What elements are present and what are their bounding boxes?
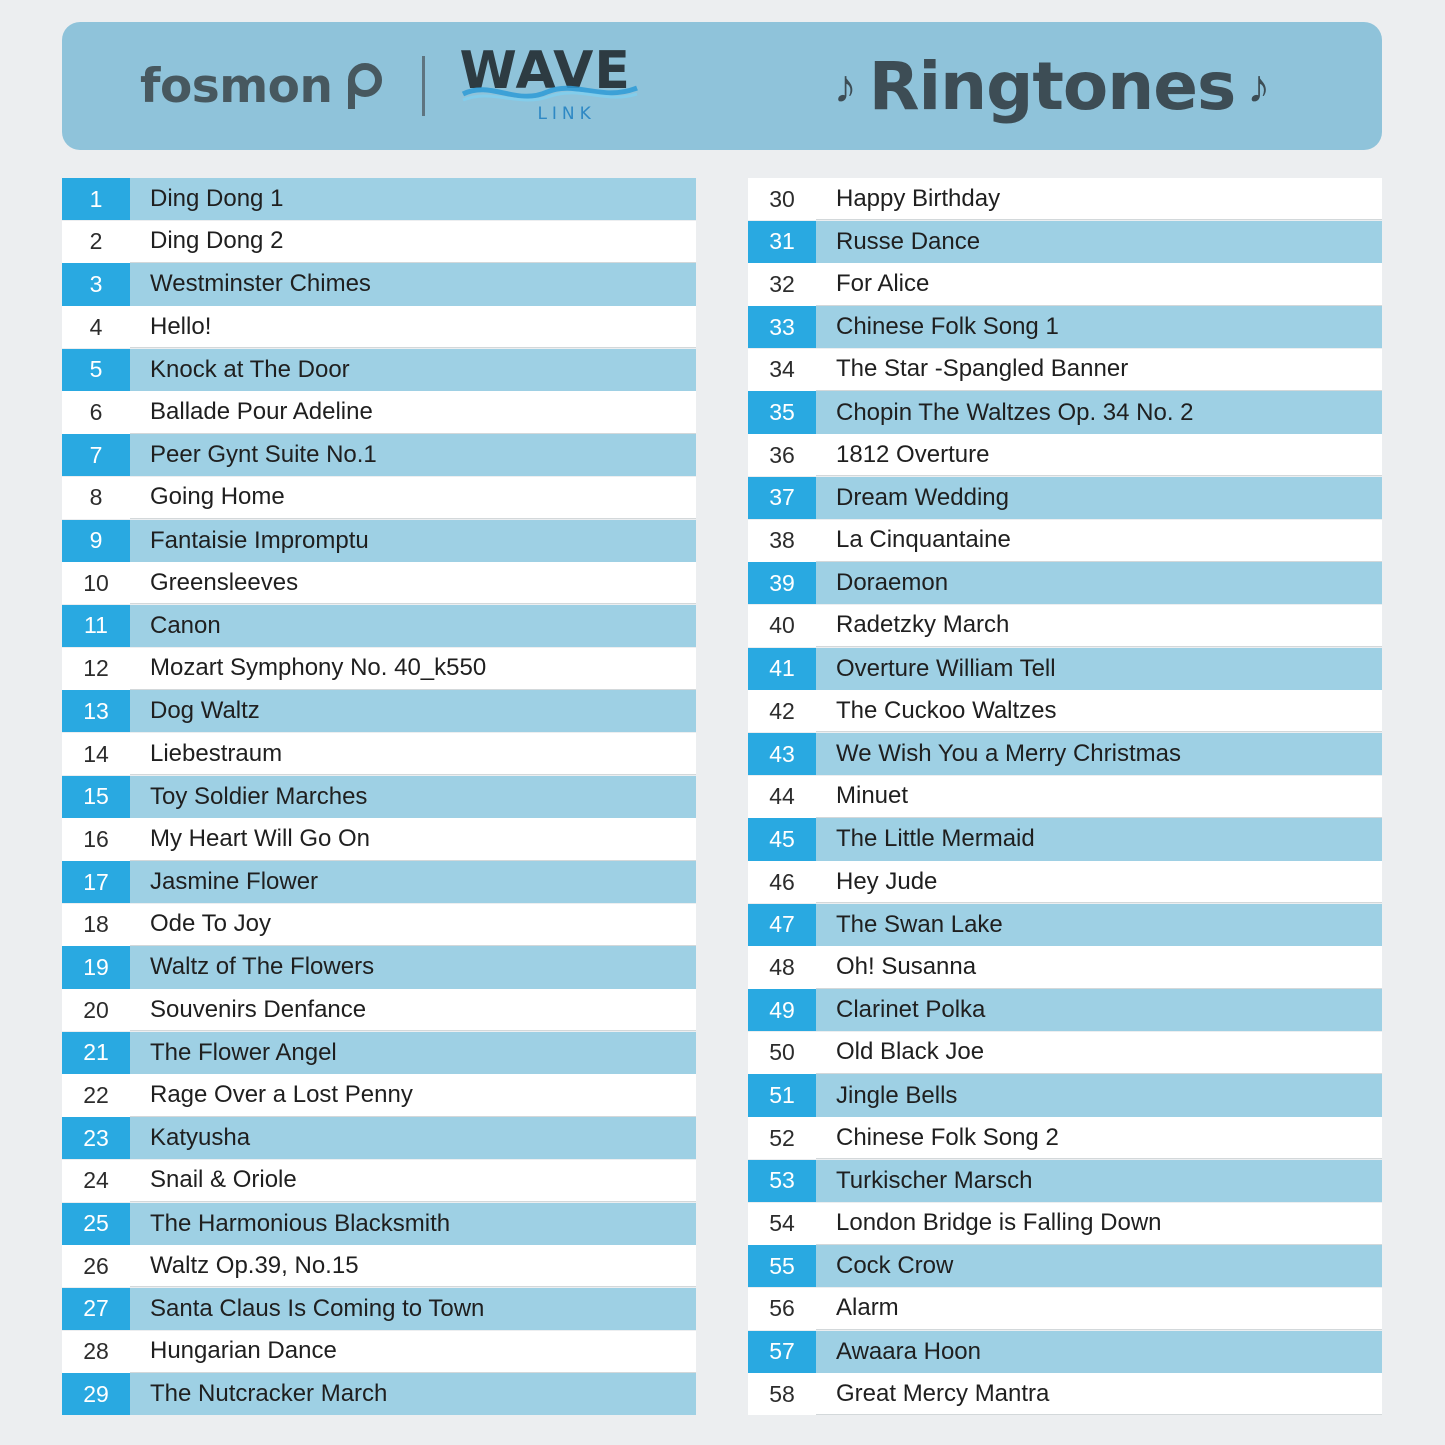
ringtone-row[interactable] (748, 1245, 1382, 1287)
ringtone-name: Old Black Joe (816, 1032, 1382, 1074)
ringtone-name: The Star -Spangled Banner (816, 349, 1382, 391)
ringtone-number: 4 (62, 306, 130, 348)
ringtone-number: 5 (62, 349, 130, 391)
ringtone-number: 53 (748, 1160, 816, 1202)
ringtone-name: We Wish You a Merry Christmas (816, 733, 1382, 775)
ringtone-name: Rage Over a Lost Penny (130, 1074, 696, 1116)
ringtone-row[interactable] (748, 178, 1382, 220)
ringtone-row[interactable] (62, 1032, 696, 1074)
ringtone-name: Awaara Hoon (816, 1331, 1382, 1373)
ringtone-row[interactable] (748, 690, 1382, 732)
ringtone-name: Chinese Folk Song 2 (816, 1117, 1382, 1159)
ringtone-name: Clarinet Polka (816, 989, 1382, 1031)
ringtone-name: Canon (130, 605, 696, 647)
ringtone-number: 36 (748, 434, 816, 476)
ringtone-name: Russe Dance (816, 221, 1382, 263)
ringtone-row[interactable] (62, 306, 696, 348)
fosmon-p-mark-icon (344, 63, 382, 109)
ringtone-name: Ding Dong 1 (130, 178, 696, 220)
ringtone-name: Dog Waltz (130, 690, 696, 732)
ringtone-row[interactable] (62, 904, 696, 946)
ringtone-row[interactable] (62, 1074, 696, 1116)
ringtone-row[interactable] (748, 520, 1382, 562)
ringtone-number: 11 (62, 605, 130, 647)
ringtone-number: 26 (62, 1245, 130, 1287)
ringtone-row[interactable] (748, 477, 1382, 519)
ringtone-number: 15 (62, 776, 130, 818)
ringtone-number: 25 (62, 1203, 130, 1245)
ringtone-name: Minuet (816, 776, 1382, 818)
ringtone-name: Snail & Oriole (130, 1160, 696, 1202)
ringtone-name: Ode To Joy (130, 904, 696, 946)
ringtone-row[interactable] (748, 306, 1382, 348)
ringtone-number: 14 (62, 733, 130, 775)
ringtone-number: 48 (748, 946, 816, 988)
header-banner (62, 22, 1382, 150)
ringtone-row[interactable] (748, 349, 1382, 391)
ringtone-row[interactable] (62, 1160, 696, 1202)
ringtone-row[interactable] (62, 690, 696, 732)
ringtone-row[interactable] (748, 1373, 1382, 1415)
ringtone-row[interactable] (748, 946, 1382, 988)
ringtone-row[interactable] (748, 904, 1382, 946)
ringtone-name: Doraemon (816, 562, 1382, 604)
ringtone-name: Waltz of The Flowers (130, 946, 696, 988)
ringtone-row[interactable] (62, 605, 696, 647)
ringtone-row[interactable] (62, 562, 696, 604)
ringtone-row[interactable] (748, 1331, 1382, 1373)
ringtone-row[interactable] (748, 989, 1382, 1031)
ringtone-name: For Alice (816, 263, 1382, 305)
ringtone-row[interactable] (748, 861, 1382, 903)
ringtone-name: Alarm (816, 1288, 1382, 1330)
ringtone-name: Westminster Chimes (130, 263, 696, 305)
ringtone-row[interactable] (748, 648, 1382, 690)
ringtone-name: Chinese Folk Song 1 (816, 306, 1382, 348)
ringtone-number: 6 (62, 391, 130, 433)
title-zone (762, 48, 1382, 125)
ringtone-number: 42 (748, 690, 816, 732)
ringtone-name: Hungarian Dance (130, 1331, 696, 1373)
ringtone-name: The Cuckoo Waltzes (816, 690, 1382, 732)
music-note-icon: ♪ (1247, 60, 1271, 112)
ringtone-row[interactable] (748, 263, 1382, 305)
ringtone-number: 35 (748, 391, 816, 433)
ringtone-number: 7 (62, 434, 130, 476)
ringtone-row[interactable] (748, 1203, 1382, 1245)
ringtone-name: 1812 Overture (816, 434, 1382, 476)
ringtone-name: Jasmine Flower (130, 861, 696, 903)
ringtone-number: 9 (62, 520, 130, 562)
ringtone-row[interactable] (748, 391, 1382, 433)
ringtone-number: 20 (62, 989, 130, 1031)
ringtone-name: Jingle Bells (816, 1074, 1382, 1116)
ringtone-number: 23 (62, 1117, 130, 1159)
ringtone-row[interactable] (62, 263, 696, 305)
ringtone-number: 27 (62, 1288, 130, 1330)
ringtone-name: Peer Gynt Suite No.1 (130, 434, 696, 476)
ringtone-row[interactable] (748, 818, 1382, 860)
brand-divider (422, 56, 425, 116)
ringtone-row[interactable] (62, 477, 696, 519)
ringtone-number: 45 (748, 818, 816, 860)
ringtone-row[interactable] (62, 861, 696, 903)
ringtone-number: 19 (62, 946, 130, 988)
ringtone-columns (0, 178, 1445, 1416)
ringtone-row[interactable] (62, 733, 696, 775)
ringtone-row[interactable] (62, 391, 696, 433)
ringtone-name: Oh! Susanna (816, 946, 1382, 988)
ringtone-row[interactable] (62, 1288, 696, 1330)
ringtone-name: Chopin The Waltzes Op. 34 No. 2 (816, 391, 1382, 433)
ringtone-number: 8 (62, 477, 130, 519)
ringtone-name: The Nutcracker March (130, 1373, 696, 1415)
ringtone-name: The Little Mermaid (816, 818, 1382, 860)
ringtone-number: 13 (62, 690, 130, 732)
ringtone-row[interactable] (62, 776, 696, 818)
ringtone-name: Toy Soldier Marches (130, 776, 696, 818)
ringtone-name: Santa Claus Is Coming to Town (130, 1288, 696, 1330)
ringtone-number: 58 (748, 1373, 816, 1415)
ringtone-name: Knock at The Door (130, 349, 696, 391)
ringtone-row[interactable] (748, 434, 1382, 476)
ringtone-name: Waltz Op.39, No.15 (130, 1245, 696, 1287)
ringtone-number: 44 (748, 776, 816, 818)
ringtone-row[interactable] (62, 1203, 696, 1245)
ringtone-number: 31 (748, 221, 816, 263)
wavelink-sub: LINK (537, 104, 596, 124)
ringtone-number: 49 (748, 989, 816, 1031)
ringtone-row[interactable] (62, 1117, 696, 1159)
ringtone-number: 21 (62, 1032, 130, 1074)
ringtone-name: Fantaisie Impromptu (130, 520, 696, 562)
ringtone-name: Hello! (130, 306, 696, 348)
ringtone-number: 51 (748, 1074, 816, 1116)
ringtone-number: 43 (748, 733, 816, 775)
ringtone-number: 55 (748, 1245, 816, 1287)
page-title: Ringtones (868, 47, 1236, 125)
ringtone-name: Ding Dong 2 (130, 221, 696, 263)
ringtone-number: 10 (62, 562, 130, 604)
ringtone-number: 41 (748, 648, 816, 690)
ringtone-number: 52 (748, 1117, 816, 1159)
ringtone-name: Mozart Symphony No. 40_k550 (130, 648, 696, 690)
music-note-icon: ♪ (833, 60, 857, 112)
ringtone-number: 40 (748, 605, 816, 647)
ringtone-row[interactable] (62, 648, 696, 690)
ringtone-number: 50 (748, 1032, 816, 1074)
ringtone-column-right (748, 178, 1382, 1416)
ringtone-number: 28 (62, 1331, 130, 1373)
ringtone-number: 47 (748, 904, 816, 946)
ringtone-number: 16 (62, 818, 130, 860)
ringtone-number: 34 (748, 349, 816, 391)
ringtone-name: Dream Wedding (816, 477, 1382, 519)
ringtone-row[interactable] (62, 946, 696, 988)
ringtone-number: 3 (62, 263, 130, 305)
ringtone-row[interactable] (748, 1074, 1382, 1116)
ringtone-number: 32 (748, 263, 816, 305)
ringtone-name: My Heart Will Go On (130, 818, 696, 860)
ringtone-row[interactable] (62, 434, 696, 476)
ringtone-number: 1 (62, 178, 130, 220)
ringtone-name: Souvenirs Denfance (130, 989, 696, 1031)
ringtone-number: 30 (748, 178, 816, 220)
ringtone-name: Overture William Tell (816, 648, 1382, 690)
ringtone-row[interactable] (748, 221, 1382, 263)
ringtone-name: Liebestraum (130, 733, 696, 775)
ringtone-number: 54 (748, 1203, 816, 1245)
ringtone-name: La Cinquantaine (816, 520, 1382, 562)
ringtone-name: Radetzky March (816, 605, 1382, 647)
ringtone-row[interactable] (62, 178, 696, 220)
ringtone-row[interactable] (748, 1160, 1382, 1202)
ringtone-row[interactable] (748, 605, 1382, 647)
ringtone-name: Cock Crow (816, 1245, 1382, 1287)
ringtone-number: 2 (62, 221, 130, 263)
ringtone-row[interactable] (748, 776, 1382, 818)
ringtone-name: Hey Jude (816, 861, 1382, 903)
ringtone-name: The Swan Lake (816, 904, 1382, 946)
ringtone-name: The Flower Angel (130, 1032, 696, 1074)
ringtone-row[interactable] (62, 349, 696, 391)
ringtone-row[interactable] (62, 818, 696, 860)
wavelink-logo (459, 41, 649, 128)
ringtone-number: 17 (62, 861, 130, 903)
ringtone-name: Going Home (130, 477, 696, 519)
ringtone-name: Turkischer Marsch (816, 1160, 1382, 1202)
ringtone-name: Greensleeves (130, 562, 696, 604)
ringtone-row[interactable] (748, 733, 1382, 775)
ringtone-name: London Bridge is Falling Down (816, 1203, 1382, 1245)
ringtone-row[interactable] (62, 1373, 696, 1415)
ringtone-number: 12 (62, 648, 130, 690)
ringtone-row[interactable] (62, 520, 696, 562)
ringtone-number: 33 (748, 306, 816, 348)
ringtone-number: 56 (748, 1288, 816, 1330)
ringtone-number: 39 (748, 562, 816, 604)
ringtone-number: 38 (748, 520, 816, 562)
ringtone-row[interactable] (748, 1032, 1382, 1074)
ringtone-row[interactable] (748, 1117, 1382, 1159)
wave-wordmark: WAVE (459, 41, 631, 101)
ringtone-row[interactable] (62, 989, 696, 1031)
ringtone-column-left (62, 178, 696, 1416)
ringtone-number: 46 (748, 861, 816, 903)
ringtone-number: 22 (62, 1074, 130, 1116)
ringtone-number: 57 (748, 1331, 816, 1373)
ringtone-number: 24 (62, 1160, 130, 1202)
ringtone-name: Happy Birthday (816, 178, 1382, 220)
ringtone-row[interactable] (62, 1331, 696, 1373)
ringtone-name: Ballade Pour Adeline (130, 391, 696, 433)
brand-zone (62, 41, 762, 128)
ringtone-row[interactable] (748, 1288, 1382, 1330)
ringtone-name: Great Mercy Mantra (816, 1373, 1382, 1415)
ringtone-number: 37 (748, 477, 816, 519)
ringtone-name: The Harmonious Blacksmith (130, 1203, 696, 1245)
ringtone-number: 18 (62, 904, 130, 946)
fosmon-wordmark: fosmon (140, 58, 333, 114)
ringtone-name: Katyusha (130, 1117, 696, 1159)
ringtone-row[interactable] (62, 1245, 696, 1287)
ringtone-row[interactable] (62, 221, 696, 263)
ringtone-row[interactable] (748, 562, 1382, 604)
ringtone-number: 29 (62, 1373, 130, 1415)
